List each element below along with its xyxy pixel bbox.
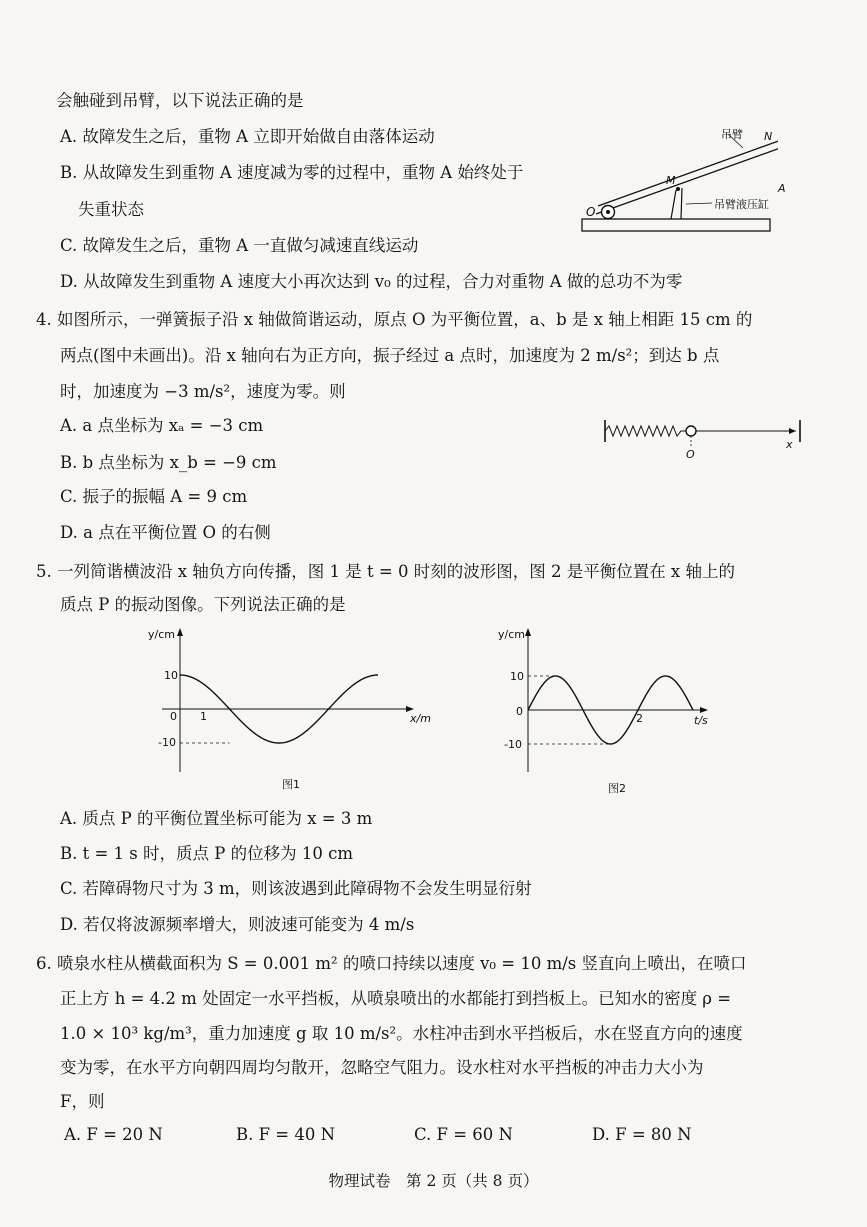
crane-arm-upper-edge xyxy=(598,139,778,206)
q4-line2: 两点(图中未画出)。沿 x 轴向右为正方向，振子经过 a 点时，加速度为 2 m/s²；到达 b 点 xyxy=(60,346,720,365)
crane-pivot-center xyxy=(606,210,610,214)
q4-option-c: C. 振子的振幅 A = 9 cm xyxy=(60,487,248,506)
label-m: M xyxy=(666,174,676,187)
q3-option-c: C. 故障发生之后，重物 A 一直做匀减速直线运动 xyxy=(60,236,419,255)
q4-line3: 时，加速度为 −3 m/s²，速度为零。则 xyxy=(60,382,346,401)
point-m xyxy=(676,187,680,191)
q6-option-b: B. F = 40 N xyxy=(236,1125,336,1144)
hydraulic-cylinder-left xyxy=(671,190,676,219)
spring xyxy=(605,426,686,436)
wave-graph-fig1 xyxy=(140,622,440,794)
fig2-ytick-top: 10 xyxy=(510,670,524,683)
label-arm: 吊臂 xyxy=(721,128,743,141)
fig1-ytick-bottom: -10 xyxy=(158,736,176,749)
fig2-ytick-bottom: -10 xyxy=(504,738,522,751)
q6-option-a: A. F = 20 N xyxy=(64,1125,163,1144)
label-n: N xyxy=(764,130,773,143)
q5-line1: 5. 一列简谐横波沿 x 轴负方向传播，图 1 是 t = 0 时刻的波形图，图 2 是平衡位置在 x 轴上的 xyxy=(36,562,735,581)
q5-option-d: D. 若仅将波源频率增大，则波速可能变为 4 m/s xyxy=(60,915,415,934)
oscillator-ball xyxy=(686,426,696,436)
label-a: A xyxy=(778,182,786,195)
q6-line4: 变为零，在水平方向朝四周均匀散开，忽略空气阻力。设水柱对水平挡板的冲击力大小为 xyxy=(60,1058,704,1077)
q6-line2: 正上方 h = 4.2 m 处固定一水平挡板，从喷泉喷出的水都能打到挡板上。已知水的密度 ρ = xyxy=(60,989,732,1008)
label-o: O xyxy=(586,205,596,219)
fig2-ytick-zero: 0 xyxy=(516,705,523,718)
q3-option-b-line2: 失重状态 xyxy=(78,200,144,219)
q4-line1: 4. 如图所示，一弹簧振子沿 x 轴做简谐运动，原点 O 为平衡位置，a、b 是 x 轴上相距 15 cm 的 xyxy=(36,310,753,329)
fig1-xtick-0: 0 xyxy=(170,710,177,723)
fig2-ylabel: y/cm xyxy=(498,628,525,641)
fig1-xtick-1: 1 xyxy=(200,710,207,723)
fig2-y-arrow xyxy=(525,628,531,636)
q5-option-c: C. 若障碍物尺寸为 3 m，则该波遇到此障碍物不会发生明显衍射 xyxy=(60,879,532,898)
q4-option-a: A. a 点坐标为 xₐ = −3 cm xyxy=(60,416,264,435)
q6-option-d: D. F = 80 N xyxy=(592,1125,692,1144)
page-footer: 物理试卷 第 2 页（共 8 页） xyxy=(328,1172,539,1190)
fig2-xlabel: t/s xyxy=(694,714,708,727)
fig1-y-arrow xyxy=(177,628,183,636)
q3-option-d: D. 从故障发生到重物 A 速度大小再次达到 v₀ 的过程，合力对重物 A 做的总功不为零 xyxy=(60,272,683,291)
q6-option-c: C. F = 60 N xyxy=(414,1125,513,1144)
q4-option-d: D. a 点在平衡位置 O 的右侧 xyxy=(60,523,271,542)
fig1-ytick-top: 10 xyxy=(164,669,178,682)
label-cylinder: 吊臂液压缸 xyxy=(714,198,769,211)
cylinder-leader-line xyxy=(686,203,712,204)
q4-option-b: B. b 点坐标为 x_b = −9 cm xyxy=(60,453,277,472)
fig1-xlabel: x/m xyxy=(410,712,431,725)
q6-line5: F，则 xyxy=(60,1092,105,1111)
q3-option-a: A. 故障发生之后，重物 A 立即开始做自由落体运动 xyxy=(60,127,435,146)
crane-figure xyxy=(578,126,778,238)
fig2-x-arrow xyxy=(700,707,708,713)
q5-option-a: A. 质点 P 的平衡位置坐标可能为 x = 3 m xyxy=(60,809,373,828)
q6-line3: 1.0 × 10³ kg/m³，重力加速度 g 取 10 m/s²。水柱冲击到水平挡板后，水在竖直方向的速度 xyxy=(60,1024,743,1043)
fig2-title: 图2 xyxy=(608,782,626,794)
spring-label-x: x xyxy=(786,438,793,451)
q3-stem-tail: 会触碰到吊臂，以下说法正确的是 xyxy=(56,91,304,110)
hydraulic-cylinder-right xyxy=(681,188,682,219)
fig2-xtick-2: 2 xyxy=(636,712,643,725)
vibration-graph-fig2 xyxy=(490,622,730,794)
q6-line1: 6. 喷泉水柱从横截面积为 S = 0.001 m² 的喷口持续以速度 v₀ = 10 m/s 竖直向上喷出，在喷口 xyxy=(36,954,747,973)
q3-option-b-line1: B. 从故障发生到重物 A 速度减为零的过程中，重物 A 始终处于 xyxy=(60,163,524,182)
fig1-ylabel: y/cm xyxy=(148,628,175,641)
fig1-title: 图1 xyxy=(282,778,300,791)
q5-line2: 质点 P 的振动图像。下列说法正确的是 xyxy=(60,595,346,614)
x-axis-arrow xyxy=(789,428,796,434)
spring-label-o: O xyxy=(686,448,695,461)
q5-option-b: B. t = 1 s 时，质点 P 的位移为 10 cm xyxy=(60,844,353,863)
spring-figure xyxy=(600,418,810,463)
crane-base xyxy=(582,219,770,231)
